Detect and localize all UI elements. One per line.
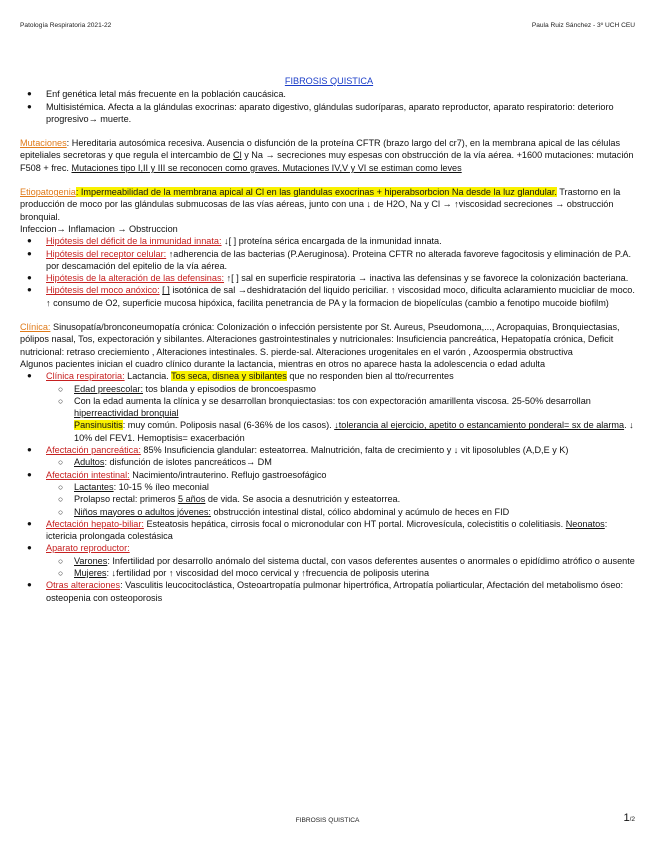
etiopatogenia-highlight: : Impermeabilidad de la membrana apical al Cl en las glandulas exocrinas + hiperabsorbcion Na desde la luz glandular. [75, 187, 557, 198]
list-item: ○ Niños mayores o adultos jóvenes: obstrucción intestinal distal, cólico abdominal y acúmulo de heces en FID [20, 506, 638, 518]
list-item: ● Enf genética letal más frecuente en la población caucásica. [20, 88, 638, 100]
page-number: 1/2 [623, 812, 635, 824]
mutaciones-label: Mutaciones [20, 138, 67, 149]
clinica-label: Clínica: [20, 322, 51, 333]
list-item: ● Aparato reproductor: ○ Varones: Infertilidad por desarrollo anómalo del sistema ductal, con vasos deferentes ausentes o anormales o epidídimo atrófico o ausente ○ Mujeres: ↓fertilidad por ↑ viscosidad del moco cervical y ↑frecuencia de poliposis uterina [20, 542, 638, 579]
header-left: Patología Respiratoria 2021-22 [20, 22, 112, 29]
etiopatogenia-chain: Infeccion→ Inflamacion → Obstruccion [20, 223, 178, 234]
pansinusitis-note: Pansinusitis: muy común. Poliposis nasal (6-36% de los casos). ↓tolerancia al ejercicio, apetito o estancamiento ponderal= sx de alarma. ↓ 10% del FEV1. Hemoptisis= exacerbación [74, 420, 634, 443]
clinica-onset: Algunos pacientes inician el cuadro clínico durante la lactancia, mientras en otros no aparece hasta la adolescencia o edad adulta [20, 358, 546, 369]
document-body [20, 75, 638, 604]
list-item: ● Afectación pancreática: 85% Insuficiencia glandular: esteatorrea. Malnutrición, falta de crecimiento y ↓ vit liposolubles (A,D,E y K) ○ Adultos: disfunción de islotes pancreáticos→ DM [20, 444, 638, 469]
etiopatogenia-paragraph: Etiopatogenia: Impermeabilidad de la membrana apical al Cl en las glandulas exocrinas + hiperabsorbcion Na desde la luz glandular. Trastorno en la producción de moco por las glándulas submucosas de las vías aéreas, junto con una ↓ de H2O, Na y Cl → ↑viscosidad secreciones → obstrucción bronquial. [20, 187, 621, 222]
etiopatogenia-label: Etiopatogenia [20, 187, 76, 198]
hipotesis-list [20, 235, 638, 309]
mutaciones-paragraph: Mutaciones: Hereditaria autosómica recesiva. Ausencia o disfunción de la proteína CFTR (brazo largo del cr7), en la membrana apical de las células epiteliales secretoras y que regula el intercambio de Cl y Na → secreciones muy espesas con obstrucción de la vía aérea. +1600 mutaciones: mutación F508 + frec. Mutaciones tipo I,II y III se reconocen como graves. Mutaciones IV,V y VI se estiman como leves [20, 138, 634, 173]
list-item: ● Otras alteraciones: Vasculitis leucocitoclástica, Osteoartropatía pulmonar hipertrófica, Artropatía poliarticular, Afectación del metabolismo óseo: osteopenia con osteoporosis [20, 579, 638, 604]
page-title: FIBROSIS QUISTICA [284, 76, 374, 86]
clinica-paragraph: Clínica: Sinusopatía/bronconeumopatía crónica: Colonización o infección persistente por St. Aureus, Pseudomona,..., Acropaquias, Bronquiectasias, pólipos nasal, Tos, expectoración y sibilantes. Alteraciones gastrointestinales y nutricionales: Insuficiencia pancreática, Hepatopatía crónica, Deficit nutricional: retraso creciemiento , Alteraciones intestinales. S. pierde-sal. Alteraciones urogenitales en el varón , Azoospermia obstructiva [20, 322, 620, 357]
footer-title: FIBROSIS QUISTICA [295, 817, 360, 824]
list-item: ● Hipótesis del receptor celular: ↑adherencia de las bacterias (P.Aeruginosa). Proteina CFTR no alterada favoreve fagocitosis y eliminación de P.A. por descamación del epitelio de la vía aérea. [20, 248, 638, 273]
list-item: ○ Edad preescolar: tos blanda y episodios de broncoespasmo [20, 383, 638, 395]
list-item: ○ Lactantes: 10-15 % íleo meconial [20, 481, 638, 493]
header-right: Paula Ruiz Sánchez - 3º UCH CEU [531, 22, 635, 29]
intro-list [20, 88, 638, 125]
list-item: ● Afectación intestinal: Nacimiento/intrauterino. Reflujo gastroesofágico ○ Lactantes: 10-15 % íleo meconial ○ Prolapso rectal: primeros 5 años de vida. Se asocia a desnutrición y esteatorrea. ○ Niños mayores o adultos jóvenes: obstrucción intestinal distal, cólico abdominal y acúmulo de heces en FID [20, 469, 638, 518]
mutaciones-severity: Mutaciones tipo I,II y III se reconocen como graves. Mutaciones IV,V y VI se estiman como leves [71, 162, 462, 173]
list-item: ○ Prolapso rectal: primeros 5 años de vida. Se asocia a desnutrición y esteatorrea. [20, 493, 638, 505]
list-item: ● Clínica respiratoria: Lactancia. Tos seca, disnea y sibilantes que no responden bien al tto/recurrentes ○ Edad preescolar: tos blanda y episodios de broncoespasmo ○ Con la edad aumenta la clínica y se desarrollan bronquiectasias: tos con expectoración amarillenta viscosa. 25-50% desarrollan hiperreactividad bronquial Pansinusitis: muy común. Poliposis nasal (6-36% de los casos). ↓tolerancia al ejercicio, apetito o estancamiento ponderal= sx de alarma. ↓ 10% del FEV1. Hemoptisis= exacerbación [20, 370, 638, 444]
list-item: ● Hipótesis de la alteración de las defensinas: ↑[ ] sal en superficie respiratoria → inactiva las defensinas y se favorece la colonización bacteriana. [20, 272, 638, 284]
clinica-list [20, 370, 638, 604]
list-item: ● Multisistémica. Afecta a la glándulas exocrinas: aparato digestivo, glándulas sudoríparas, aparato reproductor, aparato respiratorio: deterioro progresivo→ muerte. [20, 101, 638, 126]
list-item: ● Afectación hepato-biliar: Esteatosis hepática, cirrosis focal o micronodular con HT portal. Microvesícula, colecistitis o colelitiasis. Neonatos: ictericia prolongada colestásica [20, 518, 638, 543]
list-item: ● Hipótesis del déficit de la inmunidad innata: ↓[ ] proteína sérica encargada de la inmunidad innata. [20, 235, 638, 247]
list-item: ○ Varones: Infertilidad por desarrollo anómalo del sistema ductal, con vasos deferentes ausentes o anormales o epidídimo atrófico o ausente [20, 555, 638, 567]
list-item: ● Hipótesis del moco anóxico: [ ] isotónica de sal →deshidratación del liquido periciliar. ↑ viscosidad moco, dificulta aclaramiento mucicliar de moco. ↑ consumo de O2, superficie mucosa hipóxica, facilita penetrancia de PA y la formacion de biopelículas (cambio a fenotipo mucoide biofilm) [20, 284, 638, 309]
list-item: ○ Adultos: disfunción de islotes pancreáticos→ DM [20, 456, 638, 468]
list-item: ○ Con la edad aumenta la clínica y se desarrollan bronquiectasias: tos con expectoración amarillenta viscosa. 25-50% desarrollan hiperreactividad bronquial [20, 395, 638, 420]
list-item: ○ Mujeres: ↓fertilidad por ↑ viscosidad del moco cervical y ↑frecuencia de poliposis uterina [20, 567, 638, 579]
